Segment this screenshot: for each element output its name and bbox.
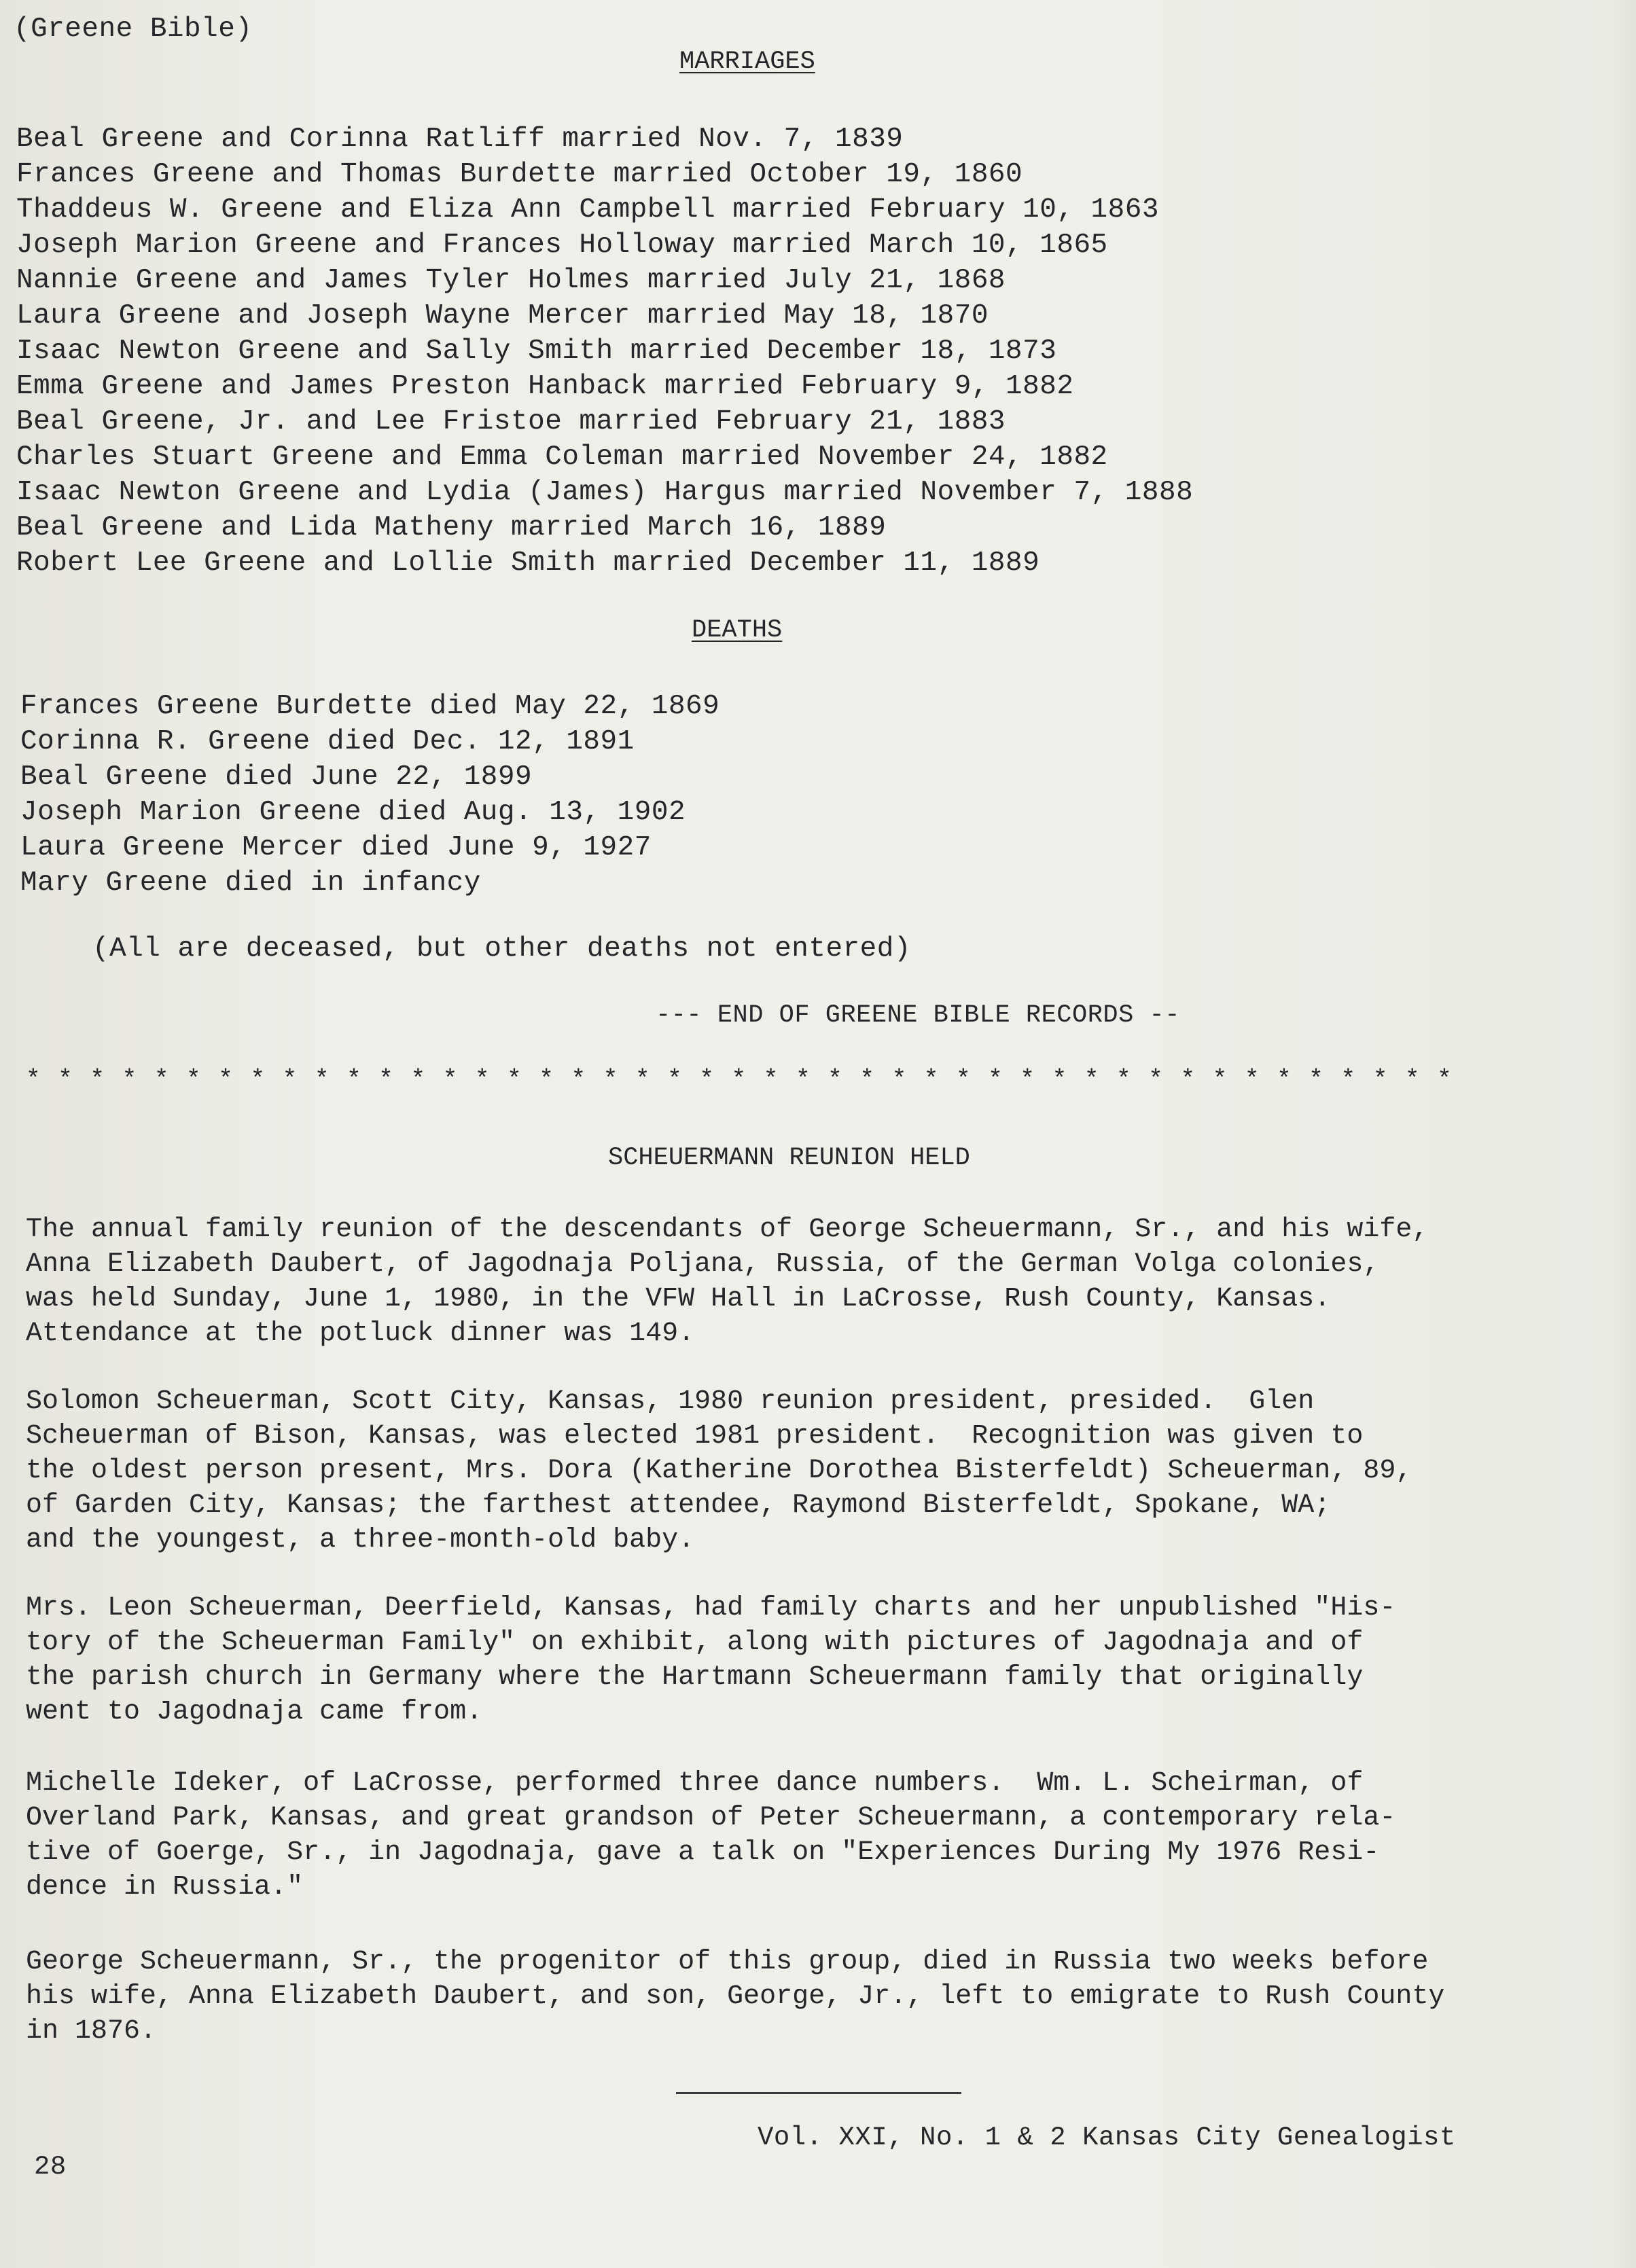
death-entry: Laura Greene Mercer died June 9, 1927 [20, 832, 652, 863]
marriage-entry: Isaac Newton Greene and Sally Smith married December 18, 1873 [16, 336, 1057, 367]
page-edge-shadow [1609, 0, 1636, 2268]
article-line: in 1876. [26, 2016, 157, 2047]
marriage-entry: Charles Stuart Greene and Emma Coleman married November 24, 1882 [16, 442, 1108, 473]
marriage-entry: Beal Greene, Jr. and Lee Fristoe married February 21, 1883 [16, 406, 1006, 437]
marriage-entry: Frances Greene and Thomas Burdette married October 19, 1860 [16, 159, 1023, 190]
reunion-heading: SCHEUERMANN REUNION HELD [608, 1144, 970, 1172]
article-line: Anna Elizabeth Daubert, of Jagodnaja Poljana, Russia, of the German Volga colonies, [26, 1249, 1380, 1280]
deaths-heading: DEATHS [692, 616, 783, 645]
article-line: Overland Park, Kansas, and great grandson of Peter Scheuermann, a contemporary rela- [26, 1803, 1396, 1833]
deaths-note: (All are deceased, but other deaths not entered) [92, 933, 911, 965]
source-label: (Greene Bible) [14, 14, 253, 45]
article-line: was held Sunday, June 1, 1980, in the VFW Hall in LaCrosse, Rush County, Kansas. [26, 1284, 1331, 1314]
article-line: George Scheuermann, Sr., the progenitor of this group, died in Russia two weeks before [26, 1947, 1429, 1977]
death-entry: Mary Greene died in infancy [20, 867, 481, 899]
marriage-entry: Joseph Marion Greene and Frances Holloway married March 10, 1865 [16, 230, 1108, 261]
marriage-entry: Emma Greene and James Preston Hanback married February 9, 1882 [16, 371, 1074, 402]
marriage-entry: Robert Lee Greene and Lollie Smith married December 11, 1889 [16, 547, 1040, 579]
marriage-entry: Laura Greene and Joseph Wayne Mercer married May 18, 1870 [16, 300, 989, 331]
death-entry: Frances Greene Burdette died May 22, 1869 [20, 691, 720, 722]
article-line: Scheuerman of Bison, Kansas, was elected 1981 president. Recognition was given to [26, 1421, 1364, 1452]
marriage-entry: Thaddeus W. Greene and Eliza Ann Campbell married February 10, 1863 [16, 194, 1159, 226]
marriage-entry: Beal Greene and Corinna Ratliff married Nov. 7, 1839 [16, 124, 904, 155]
publication-info: Vol. XXI, No. 1 & 2 Kansas City Genealogist [758, 2123, 1456, 2153]
marriage-entry: Nannie Greene and James Tyler Holmes married July 21, 1868 [16, 265, 1006, 296]
article-line: tory of the Scheuerman Family" on exhibit, along with pictures of Jagodnaja and of [26, 1627, 1364, 1658]
death-entry: Beal Greene died June 22, 1899 [20, 761, 533, 793]
article-line: dence in Russia." [26, 1872, 304, 1903]
article-line: tive of Goerge, Sr., in Jagodnaja, gave a talk on "Experiences During My 1976 Resi- [26, 1837, 1380, 1868]
end-of-records-marker: --- END OF GREENE BIBLE RECORDS -- [656, 1001, 1180, 1030]
article-line: Michelle Ideker, of LaCrosse, performed three dance numbers. Wm. L. Scheirman, of [26, 1768, 1364, 1799]
page-number: 28 [34, 2152, 67, 2182]
death-entry: Corinna R. Greene died Dec. 12, 1891 [20, 726, 635, 757]
footer-rule [676, 2092, 961, 2094]
article-line: The annual family reunion of the descendants of George Scheuermann, Sr., and his wife, [26, 1214, 1429, 1245]
article-line: Mrs. Leon Scheuerman, Deerfield, Kansas, had family charts and her unpublished "His- [26, 1593, 1396, 1623]
death-entry: Joseph Marion Greene died Aug. 13, 1902 [20, 797, 686, 828]
article-line: the oldest person present, Mrs. Dora (Katherine Dorothea Bisterfeldt) Scheuerman, 89, [26, 1456, 1412, 1486]
article-line: of Garden City, Kansas; the farthest attendee, Raymond Bisterfeldt, Spokane, WA; [26, 1490, 1331, 1521]
section-separator: * * * * * * * * * * * * * * * * * * * * * * * * * * * * * * * * * * * * * * * * * * * * * [26, 1066, 1453, 1094]
article-line: Solomon Scheuerman, Scott City, Kansas, 1980 reunion president, presided. Glen [26, 1386, 1315, 1417]
article-line: Attendance at the potluck dinner was 149. [26, 1318, 695, 1349]
article-line: the parish church in Germany where the Hartmann Scheuermann family that originally [26, 1662, 1364, 1693]
marriages-heading: MARRIAGES [679, 48, 815, 76]
article-line: and the youngest, a three-month-old baby. [26, 1525, 695, 1555]
article-line: his wife, Anna Elizabeth Daubert, and son, George, Jr., left to emigrate to Rush County [26, 1981, 1445, 2012]
article-line: went to Jagodnaja came from. [26, 1697, 483, 1727]
marriage-entry: Beal Greene and Lida Matheny married March 16, 1889 [16, 512, 887, 543]
marriage-entry: Isaac Newton Greene and Lydia (James) Hargus married November 7, 1888 [16, 477, 1194, 508]
